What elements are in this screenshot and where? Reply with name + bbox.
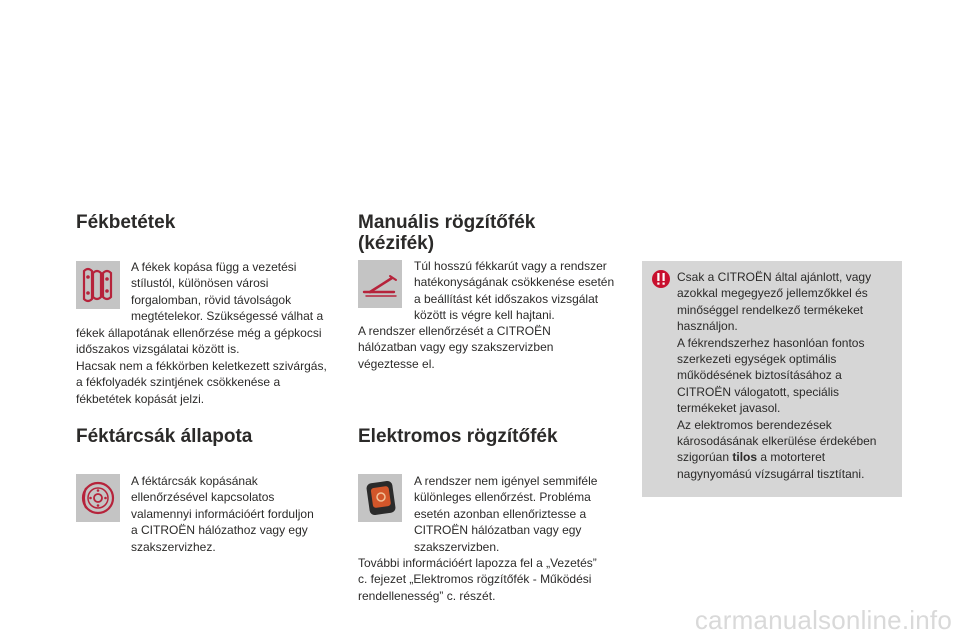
text-line [677, 449, 895, 465]
text-line: hatékonyságának csökkenése esetén [414, 275, 615, 290]
text-line: használjon. [677, 319, 738, 334]
text-line: a CITROËN hálózathoz vagy egy [131, 523, 308, 538]
text-line: Túl hosszú fékkarút vagy a rendszer [414, 259, 607, 273]
manualis-intro [414, 258, 629, 324]
text-line: károsodásának elkerülése érdekében [677, 434, 877, 449]
text-line: További információért lapozza fel a „Vezetés” [358, 556, 597, 570]
text-line: nagynyomású vízsugárral tisztítani. [677, 466, 865, 481]
brake-pads-icon [76, 261, 120, 309]
text-line: Hacsak nem a fékkörben keletkezett szivárgás, [76, 358, 327, 373]
text-line: szakszervizhez. [131, 539, 216, 554]
elektromos-intro [414, 473, 629, 555]
warning-note [642, 261, 902, 497]
manualis-body [358, 323, 618, 372]
text-line: különleges ellenőrzést. Probléma [414, 490, 591, 505]
heading-fektarcsak: Féktárcsák állapota [76, 426, 253, 447]
text-line: időszakos vizsgálatai között is. [76, 342, 240, 357]
text-line: A rendszer nem igényel semmiféle [414, 474, 598, 488]
warning-note-text [677, 269, 895, 482]
text-line: CITROËN hálózatban vagy egy [414, 523, 582, 538]
text-line: A féktárcsák kopásának [131, 474, 258, 488]
text-line: A fékrendszerhez hasonlóan fontos [677, 335, 865, 350]
text-line: valamennyi információért forduljon [131, 506, 314, 521]
fektarcsak-body [131, 473, 341, 555]
text-line: működésének biztosításához a [677, 368, 842, 383]
text-line: fékek állapotának ellenőrzése még a gépkocsi [76, 326, 322, 340]
text-line: Csak a CITROËN által ajánlott, vagy [677, 270, 872, 284]
text-line: A rendszer ellenőrzését a CITROËN [358, 324, 551, 338]
text-fragment: a motorteret [757, 450, 826, 465]
brake-disc-icon [76, 474, 120, 522]
text-line: között is végre kell hajtani. [414, 308, 555, 323]
text-line: stílustól, különösen városi [131, 276, 269, 291]
heading-line: Manuális rögzítőfék [358, 212, 536, 233]
text-line: a beállítást két időszakos vizsgálat [414, 291, 599, 306]
text-line: rendellenesség” c. részét. [358, 588, 496, 603]
watermark: carmanualsonline.info [694, 605, 952, 635]
text-line: a fékfolyadék szintjének csökkenése a [76, 375, 281, 390]
text-line: végeztesse el. [358, 356, 435, 371]
text-line: fékbetétek kopását jelzi. [76, 391, 205, 406]
handbrake-icon [358, 260, 402, 308]
text-line: megtételekor. Szükségessé válhat a [131, 309, 324, 324]
text-line: azokkal megegyező jellemzőkkel és [677, 286, 868, 301]
heading-manualis [358, 212, 535, 254]
text-line: termékeket javasol. [677, 401, 781, 416]
heading-line: (kézifék) [358, 233, 435, 254]
text-line: forgalomban, rövid távolságok [131, 292, 292, 307]
emphasis-tilos: tilos [732, 450, 758, 465]
text-line: c. fejezet „Elektromos rögzítőfék - Működési [358, 572, 592, 587]
text-line: esetén azonban ellenőriztesse a [414, 506, 587, 521]
electric-parking-brake-icon [358, 474, 402, 522]
text-fragment: szigorúan [677, 450, 733, 465]
warning-icon [651, 269, 671, 289]
text-line: szerkezeti egységek optimális [677, 352, 837, 367]
text-line: hálózatban vagy egy szakszervizben [358, 340, 554, 355]
text-line: minőséggel rendelkező termékeket [677, 302, 864, 317]
text-line: ellenőrzésével kapcsolatos [131, 490, 275, 505]
text-line: Az elektromos berendezések [677, 417, 832, 432]
text-line: A fékek kopása függ a vezetési [131, 260, 297, 274]
heading-fekbetetek: Fékbetétek [76, 212, 176, 233]
fekbetetek-intro [131, 259, 331, 325]
fekbetetek-body [76, 325, 346, 407]
elektromos-body [358, 555, 628, 604]
text-line: szakszervizben. [414, 539, 500, 554]
heading-elektromos: Elektromos rögzítőfék [358, 426, 558, 447]
text-line: CITROËN válogatott, speciális [677, 384, 840, 399]
